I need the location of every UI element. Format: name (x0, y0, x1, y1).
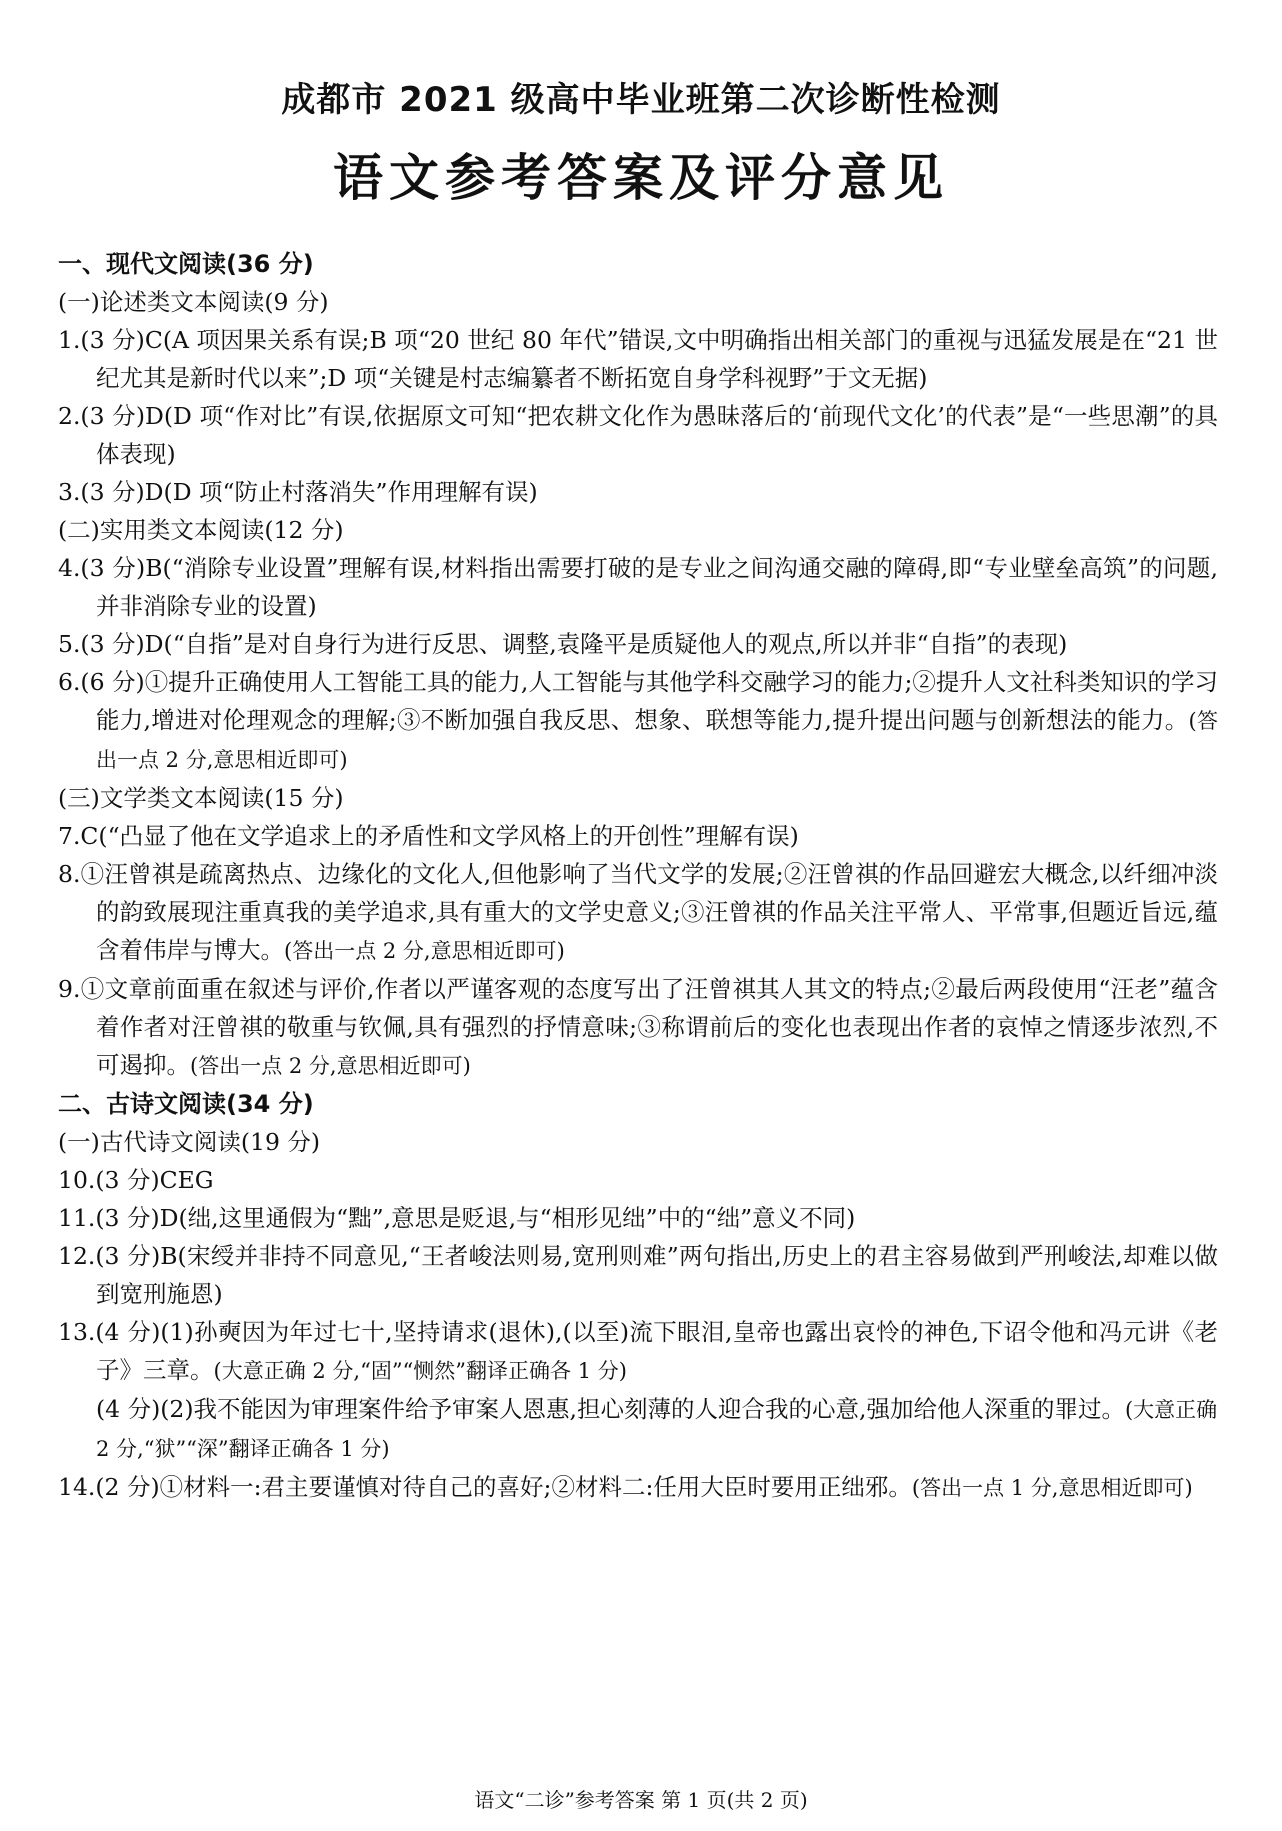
answer-item: 2.(3 分)D(D 项“作对比”有误,依据原文可知“把农耕文化作为愚昧落后的‘前现代文化’的代表”是“一些思潮”的具体表现) (58, 402, 1218, 468)
answer-item (58, 1313, 1218, 1390)
section-heading: 一、现代文阅读(36 分) (58, 250, 314, 278)
subsection-heading: (二)实用类文本阅读(12 分) (58, 516, 344, 544)
answer-text: 13.(4 分)(1)孙奭因为年过七十,坚持请求(退休),(以至)流下眼泪,皇帝也露出哀怜的神色,下诏令他和冯元讲《老子》三章。 (58, 1318, 1218, 1384)
answer-item: 11.(3 分)D(绌,这里通假为“黜”,意思是贬退,与“相形见绌”中的“绌”意义不同) (58, 1204, 856, 1232)
answer-item: 12.(3 分)B(宋绶并非持不同意见,“王者峻法则易,宽刑则难”两句指出,历史上的君主容易做到严刑峻法,却难以做到宽刑施恩) (58, 1242, 1218, 1308)
section-heading: 二、古诗文阅读(34 分) (58, 1090, 314, 1118)
scoring-note: (答出一点 2 分,意思相近即可) (284, 939, 565, 963)
answer-item (58, 1468, 1218, 1507)
scoring-note: (大意正确 2 分,“狱”“深”翻译正确各 1 分) (96, 1398, 1218, 1461)
document-title: 语文参考答案及评分意见 (333, 149, 949, 207)
answer-item (58, 855, 1218, 970)
answer-item: 7.C(“凸显了他在文学追求上的矛盾性和文学风格上的开创性”理解有误) (58, 822, 799, 850)
exam-title: 成都市 2021 级高中毕业班第二次诊断性检测 (281, 80, 1001, 120)
scoring-note: (答出一点 2 分,意思相近即可) (190, 1054, 471, 1078)
answer-item: 3.(3 分)D(D 项“防止村落消失”作用理解有误) (58, 478, 538, 506)
answer-item (58, 970, 1218, 1085)
answer-text: 9.①文章前面重在叙述与评价,作者以严谨客观的态度写出了汪曾祺其人其文的特点;②最后两段使用“汪老”蕴含着作者对汪曾祺的敬重与钦佩,具有强烈的抒情意味;③称谓前后的变化也表现出作者的哀悼之情逐步浓烈,不可遏抑。 (58, 975, 1218, 1079)
answer-item: 10.(3 分)CEG (58, 1166, 214, 1194)
answer-item-continued (58, 1390, 1218, 1468)
answer-item: 4.(3 分)B(“消除专业设置”理解有误,材料指出需要打破的是专业之间沟通交融的障碍,即“专业壁垒高筑”的问题,并非消除专业的设置) (58, 554, 1218, 620)
answer-text: 8.①汪曾祺是疏离热点、边缘化的文化人,但他影响了当代文学的发展;②汪曾祺的作品回避宏大概念,以纤细冲淡的韵致展现注重真我的美学追求,具有重大的文学史意义;③汪曾祺的作品关注平常人、平常事,但题近旨远,蕴含着伟岸与博大。 (58, 860, 1218, 964)
answer-text: (4 分)(2)我不能因为审理案件给予审案人恩惠,担心刻薄的人迎合我的心意,强加给他人深重的罪过。 (96, 1395, 1125, 1423)
scoring-note: (答出一点 2 分,意思相近即可) (96, 709, 1218, 772)
subsection-heading: (一)论述类文本阅读(9 分) (58, 288, 329, 316)
subsection-heading: (一)古代诗文阅读(19 分) (58, 1128, 321, 1156)
answer-text: 14.(2 分)①材料一:君主要谨慎对待自己的喜好;②材料二:任用大臣时要用正绌邪。 (58, 1473, 912, 1501)
scoring-note: (答出一点 1 分,意思相近即可) (911, 1476, 1193, 1500)
answer-body (58, 245, 1218, 1507)
subsection-heading: (三)文学类文本阅读(15 分) (58, 784, 344, 812)
answer-text: 6.(6 分)①提升正确使用人工智能工具的能力,人工智能与其他学科交融学习的能力;②提升人文社科类知识的学习能力,增进对伦理观念的理解;③不断加强自我反思、想象、联想等能力,提升提出问题与创新想法的能力。 (58, 668, 1218, 734)
page-footer: 语文“二诊”参考答案 第 1 页(共 2 页) (474, 1788, 808, 1812)
answer-item: 5.(3 分)D(“自指”是对自身行为进行反思、调整,袁隆平是质疑他人的观点,所以并非“自指”的表现) (58, 630, 1068, 658)
answer-item (58, 663, 1218, 779)
answer-item: 1.(3 分)C(A 项因果关系有误;B 项“20 世纪 80 年代”错误,文中明确指出相关部门的重视与迅猛发展是在“21 世纪尤其是新时代以来”;D 项“关键是村志编纂者不断拓宽自身学科视野”于文无据) (58, 326, 1218, 392)
scoring-note: (大意正确 2 分,“固”“恻然”翻译正确各 1 分) (213, 1359, 627, 1383)
